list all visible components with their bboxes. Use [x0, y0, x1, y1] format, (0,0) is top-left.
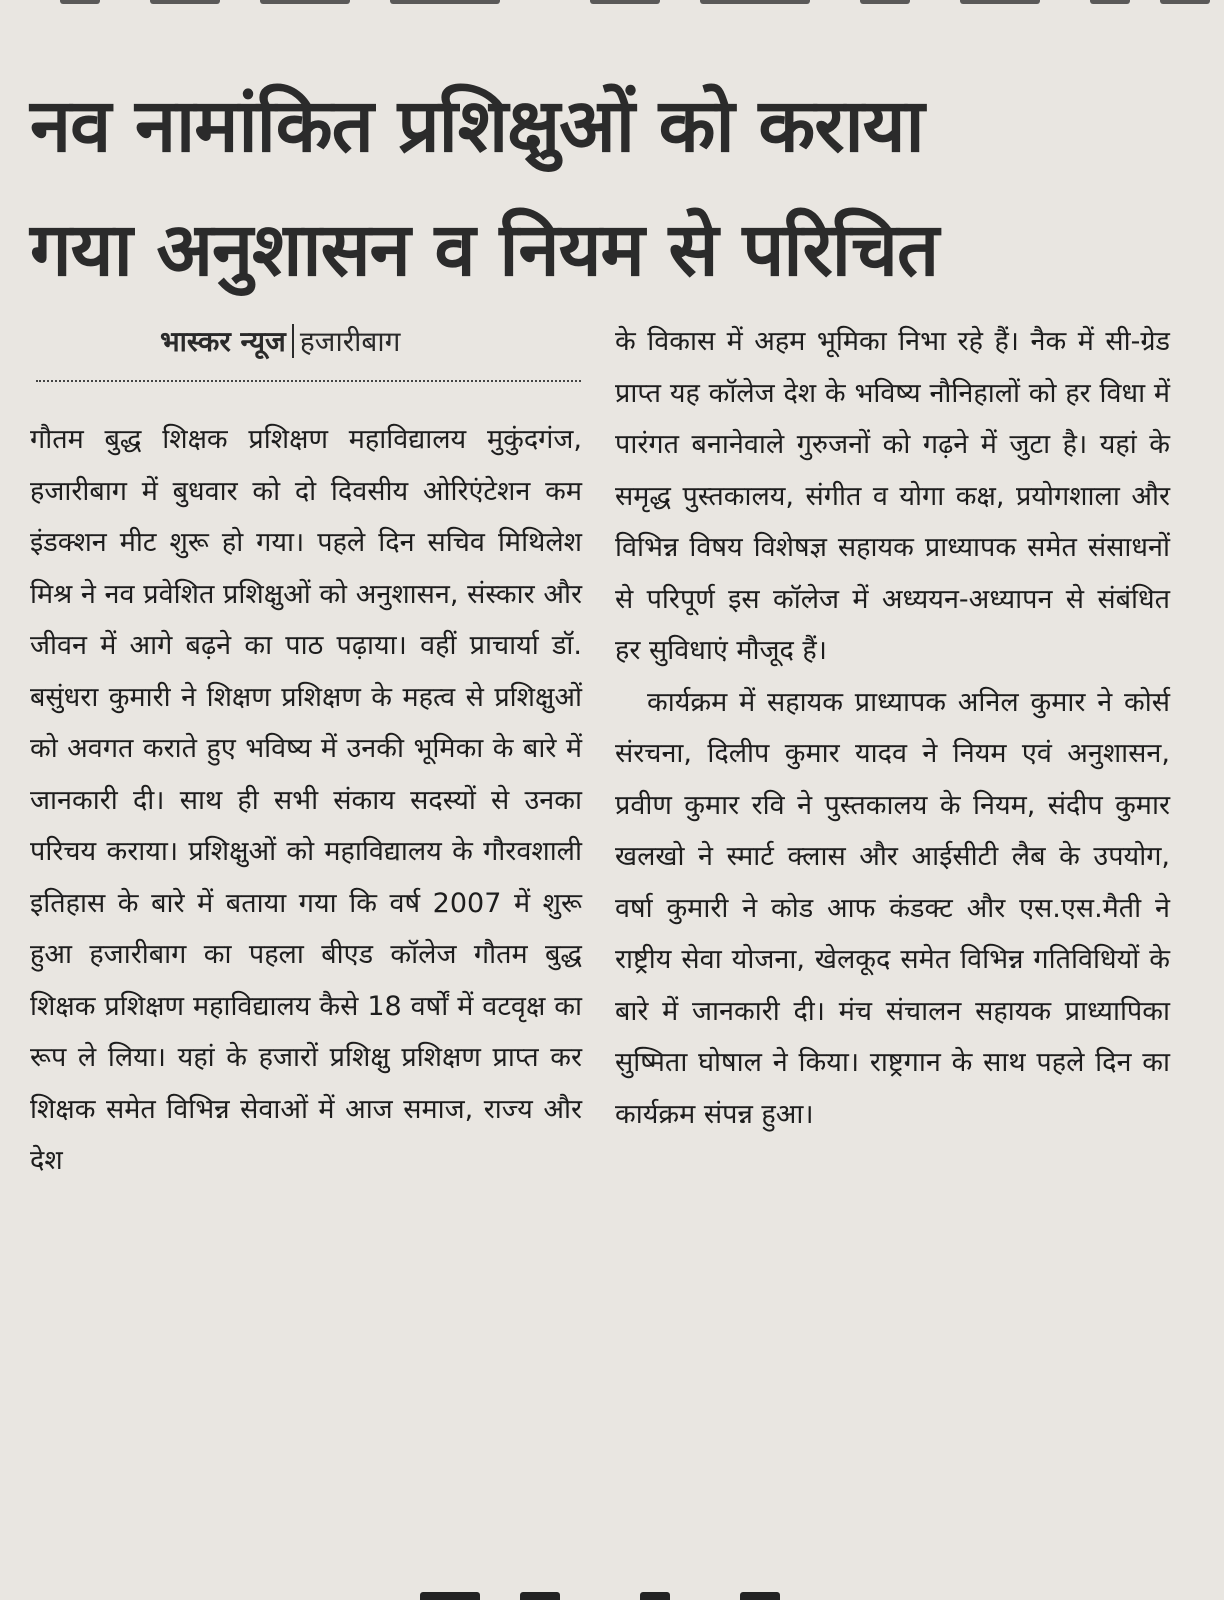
cropped-next-text-strip [0, 1590, 1224, 1600]
byline-separator [292, 324, 294, 358]
article-column-left [30, 414, 582, 1187]
byline [160, 320, 400, 362]
byline-dotted-divider [36, 380, 581, 382]
left-column-paragraph: गौतम बुद्ध शिक्षक प्रशिक्षण महाविद्यालय मुकुंदगंज, हजारीबाग में बुधवार को दो दिवसीय ओरिएंटेशन कम इंडक्शन मीट शुरू हो गया। पहले दिन सचिव मिथिलेश मिश्र ने नव प्रवेशित प्रशिक्षुओं को अनुशासन, संस्कार और जीवन में आगे बढ़ने का पाठ पढ़ाया। वहीं प्राचार्या डॉ. बसुंधरा कुमारी ने शिक्षण प्रशिक्षण के महत्व से प्रशिक्षुओं को अवगत कराते हुए भविष्य में उनकी भूमिका के बारे में जानकारी दी। साथ ही सभी संकाय सदस्यों से उनका परिचय कराया। प्रशिक्षुओं को महाविद्यालय के गौरवशाली इतिहास के बारे में बताया गया कि वर्ष 2007 में शुरू हुआ हजारीबाग का पहला बीएड कॉलेज गौतम बुद्ध शिक्षक प्रशिक्षण महाविद्यालय कैसे 18 वर्षों में वटवृक्ष का रूप ले लिया। यहां के हजारों प्रशिक्षु प्रशिक्षण प्राप्त कर शिक्षक समेत विभिन्न सेवाओं में आज समाज, राज्य और देश [30, 424, 582, 1176]
byline-city: हजारीबाग [299, 325, 401, 358]
headline-line-2: गया अनुशासन व नियम से परिचित [30, 207, 939, 293]
byline-source: भास्कर न्यूज [160, 325, 286, 358]
cropped-previous-text-strip [0, 0, 1224, 14]
headline-line-1: नव नामांकित प्रशिक्षुओं को कराया [30, 83, 924, 169]
right-column-paragraph-1: के विकास में अहम भूमिका निभा रहे हैं। नैक में सी-ग्रेड प्राप्त यह कॉलेज देश के भविष्य नौनिहालों को हर विधा में पारंगत बनानेवाले गुरुजनों को गढ़ने में जुटा है। यहां के समृद्ध पुस्तकालय, संगीत व योगा कक्ष, प्रयोगशाला और विभिन्न विषय विशेषज्ञ सहायक प्राध्यापक समेत संसाधनों से परिपूर्ण इस कॉलेज में अध्ययन-अध्यापन से संबंधित हर सुविधाएं मौजूद हैं। [615, 326, 1170, 666]
article-column-right [615, 316, 1170, 1140]
right-column-paragraph-2: कार्यक्रम में सहायक प्राध्यापक अनिल कुमार ने कोर्स संरचना, दिलीप कुमार यादव ने नियम एवं अनुशासन, प्रवीण कुमार रवि ने पुस्तकालय के नियम, संदीप कुमार खलखो ने स्मार्ट क्लास और आईसीटी लैब के उपयोग, वर्षा कुमारी ने कोड आफ कंडक्ट और एस.एस.मैती ने राष्ट्रीय सेवा योजना, खेलकूद समेत विभिन्न गतिविधियों के बारे में जानकारी दी। मंच संचालन सहायक प्राध्यापिका सुष्मिता घोषाल ने किया। राष्ट्रगान के साथ पहले दिन का कार्यक्रम संपन्न हुआ। [615, 686, 1170, 1130]
article-headline [30, 64, 1194, 312]
